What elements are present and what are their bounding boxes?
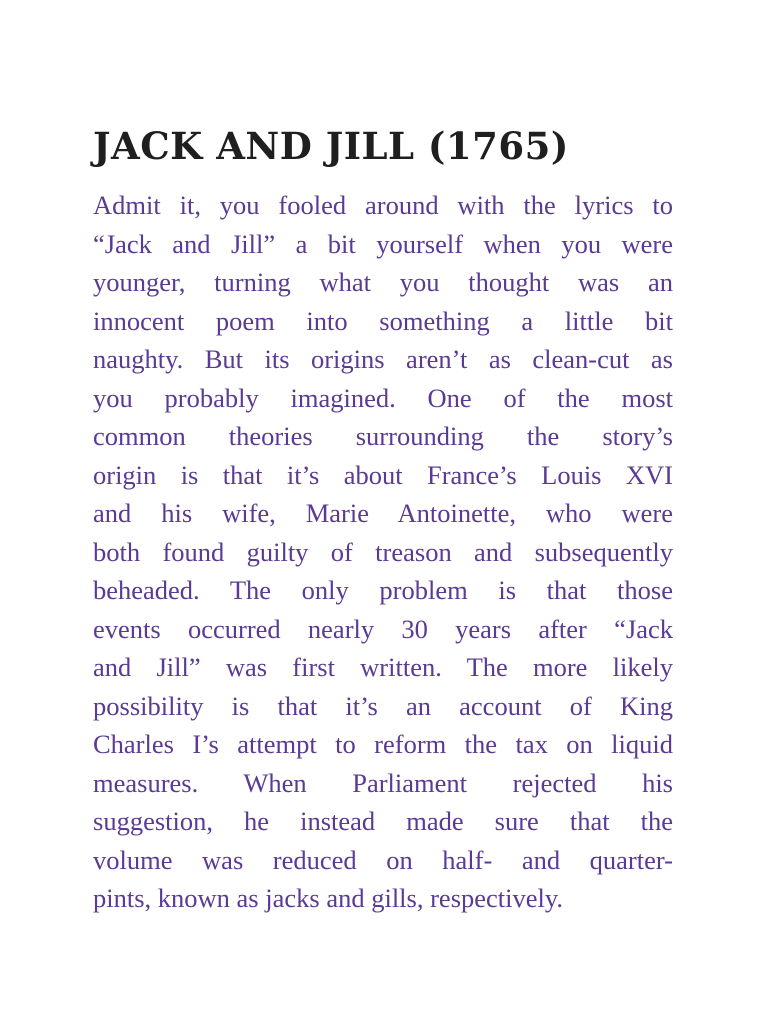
- paragraph-line: origin is that it’s about France’s Louis XVI: [93, 459, 673, 490]
- paragraph-line: pints, known as jacks and gills, respectively.: [93, 883, 564, 913]
- paragraph-line: volume was reduced on half- and quarter-: [93, 844, 673, 875]
- paragraph-line: events occurred nearly 30 years after “Jack: [93, 613, 673, 644]
- paragraph-line: “Jack and Jill” a bit yourself when you were: [93, 228, 673, 259]
- paragraph-line: both found guilty of treason and subsequently: [93, 536, 673, 567]
- paragraph-line: Admit it, you fooled around with the lyrics to: [93, 190, 673, 220]
- paragraph-line: and his wife, Marie Antoinette, who were: [93, 498, 673, 528]
- paragraph-line: naughty. But its origins aren’t as clean-cut as: [93, 344, 673, 374]
- paragraph-line: measures. When Parliament rejected his: [93, 767, 673, 798]
- paragraph-line: possibility is that it’s an account of King: [93, 690, 673, 721]
- paragraph-line: and Jill” was first written. The more likely: [93, 652, 673, 682]
- paragraph-line: Charles I’s attempt to reform the tax on liquid: [93, 729, 673, 759]
- paragraph-line: innocent poem into something a little bit: [93, 305, 673, 336]
- paragraph-line: younger, turning what you thought was an: [93, 267, 673, 297]
- paragraph-line: beheaded. The only problem is that those: [93, 575, 673, 605]
- paragraph-line: suggestion, he instead made sure that the: [93, 806, 673, 836]
- paragraph-line: you probably imagined. One of the most: [93, 382, 673, 413]
- page-title: JACK AND JILL (1765): [93, 124, 569, 168]
- body-paragraph: [93, 186, 673, 918]
- paragraph-line: common theories surrounding the story’s: [93, 421, 673, 451]
